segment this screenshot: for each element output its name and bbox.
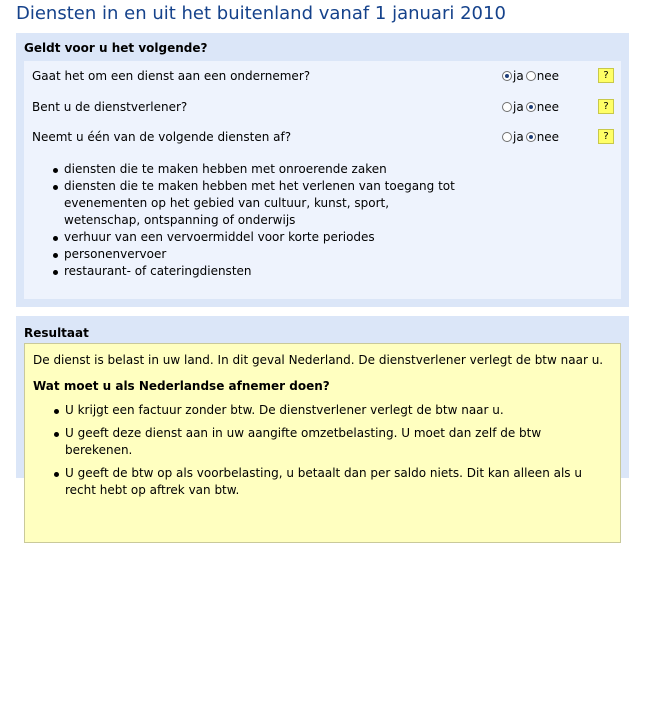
services-list	[24, 161, 464, 280]
radio-button-ja[interactable]	[502, 102, 512, 112]
answer-radio-group	[502, 67, 561, 85]
question-text: Gaat het om een dienst aan een ondernemer?	[32, 69, 311, 83]
radio-button-nee[interactable]	[526, 71, 536, 81]
list-item: verhuur van een vervoermiddel voor korte periodes	[24, 229, 464, 246]
result-subheading: Wat moet u als Nederlandse afnemer doen?	[33, 379, 330, 393]
steps-list	[25, 402, 605, 505]
question-row-ondernemer	[24, 67, 621, 87]
radio-button-ja[interactable]	[502, 71, 512, 81]
radio-button-ja[interactable]	[502, 132, 512, 142]
radio-nee[interactable]	[526, 69, 559, 83]
radio-label-nee: nee	[536, 130, 560, 144]
radio-label-ja: ja	[513, 130, 524, 144]
question-row-diensten	[24, 128, 621, 148]
radio-button-nee[interactable]	[526, 132, 536, 142]
questions-inner	[24, 61, 621, 299]
radio-ja[interactable]	[502, 130, 524, 144]
help-button[interactable]: ?	[598, 129, 614, 144]
question-row-dienstverlener	[24, 98, 621, 118]
list-item: U geeft de btw op als voorbelasting, u betaalt dan per saldo niets. Dit kan alleen als u recht hebt op aftrek van btw.	[25, 465, 605, 499]
radio-label-nee: nee	[536, 100, 560, 114]
result-box	[24, 343, 621, 543]
list-item: restaurant- of cateringdiensten	[24, 263, 464, 280]
help-button[interactable]: ?	[598, 68, 614, 83]
list-item: U geeft deze dienst aan in uw aangifte omzetbelasting. U moet dan zelf de btw berekenen.	[25, 425, 605, 459]
question-text: Neemt u één van de volgende diensten af?	[32, 130, 292, 144]
result-heading: Resultaat	[24, 326, 89, 340]
answer-radio-group	[502, 98, 561, 116]
help-button[interactable]: ?	[598, 99, 614, 114]
questions-heading: Geldt voor u het volgende?	[24, 41, 208, 55]
questions-panel	[16, 33, 629, 307]
list-item: diensten die te maken hebben met het verlenen van toegang tot evenementen op het gebied van cultuur, kunst, sport, wetenschap, ontspanning of onderwijs	[24, 178, 464, 229]
radio-ja[interactable]	[502, 100, 524, 114]
radio-button-nee[interactable]	[526, 102, 536, 112]
result-text: De dienst is belast in uw land. In dit geval Nederland. De dienstverlener verlegt de btw naar u.	[33, 353, 604, 367]
question-text: Bent u de dienstverlener?	[32, 100, 188, 114]
radio-label-ja: ja	[513, 100, 524, 114]
list-item: U krijgt een factuur zonder btw. De dienstverlener verlegt de btw naar u.	[25, 402, 605, 419]
radio-ja[interactable]	[502, 69, 524, 83]
list-item: personenvervoer	[24, 246, 464, 263]
page-title: Diensten in en uit het buitenland vanaf 1 januari 2010	[16, 3, 506, 24]
list-item: diensten die te maken hebben met onroerende zaken	[24, 161, 464, 178]
radio-nee[interactable]	[526, 130, 559, 144]
radio-label-nee: nee	[536, 69, 560, 83]
answer-radio-group	[502, 128, 561, 146]
radio-label-ja: ja	[513, 69, 524, 83]
result-panel	[16, 316, 629, 497]
radio-nee[interactable]	[526, 100, 559, 114]
